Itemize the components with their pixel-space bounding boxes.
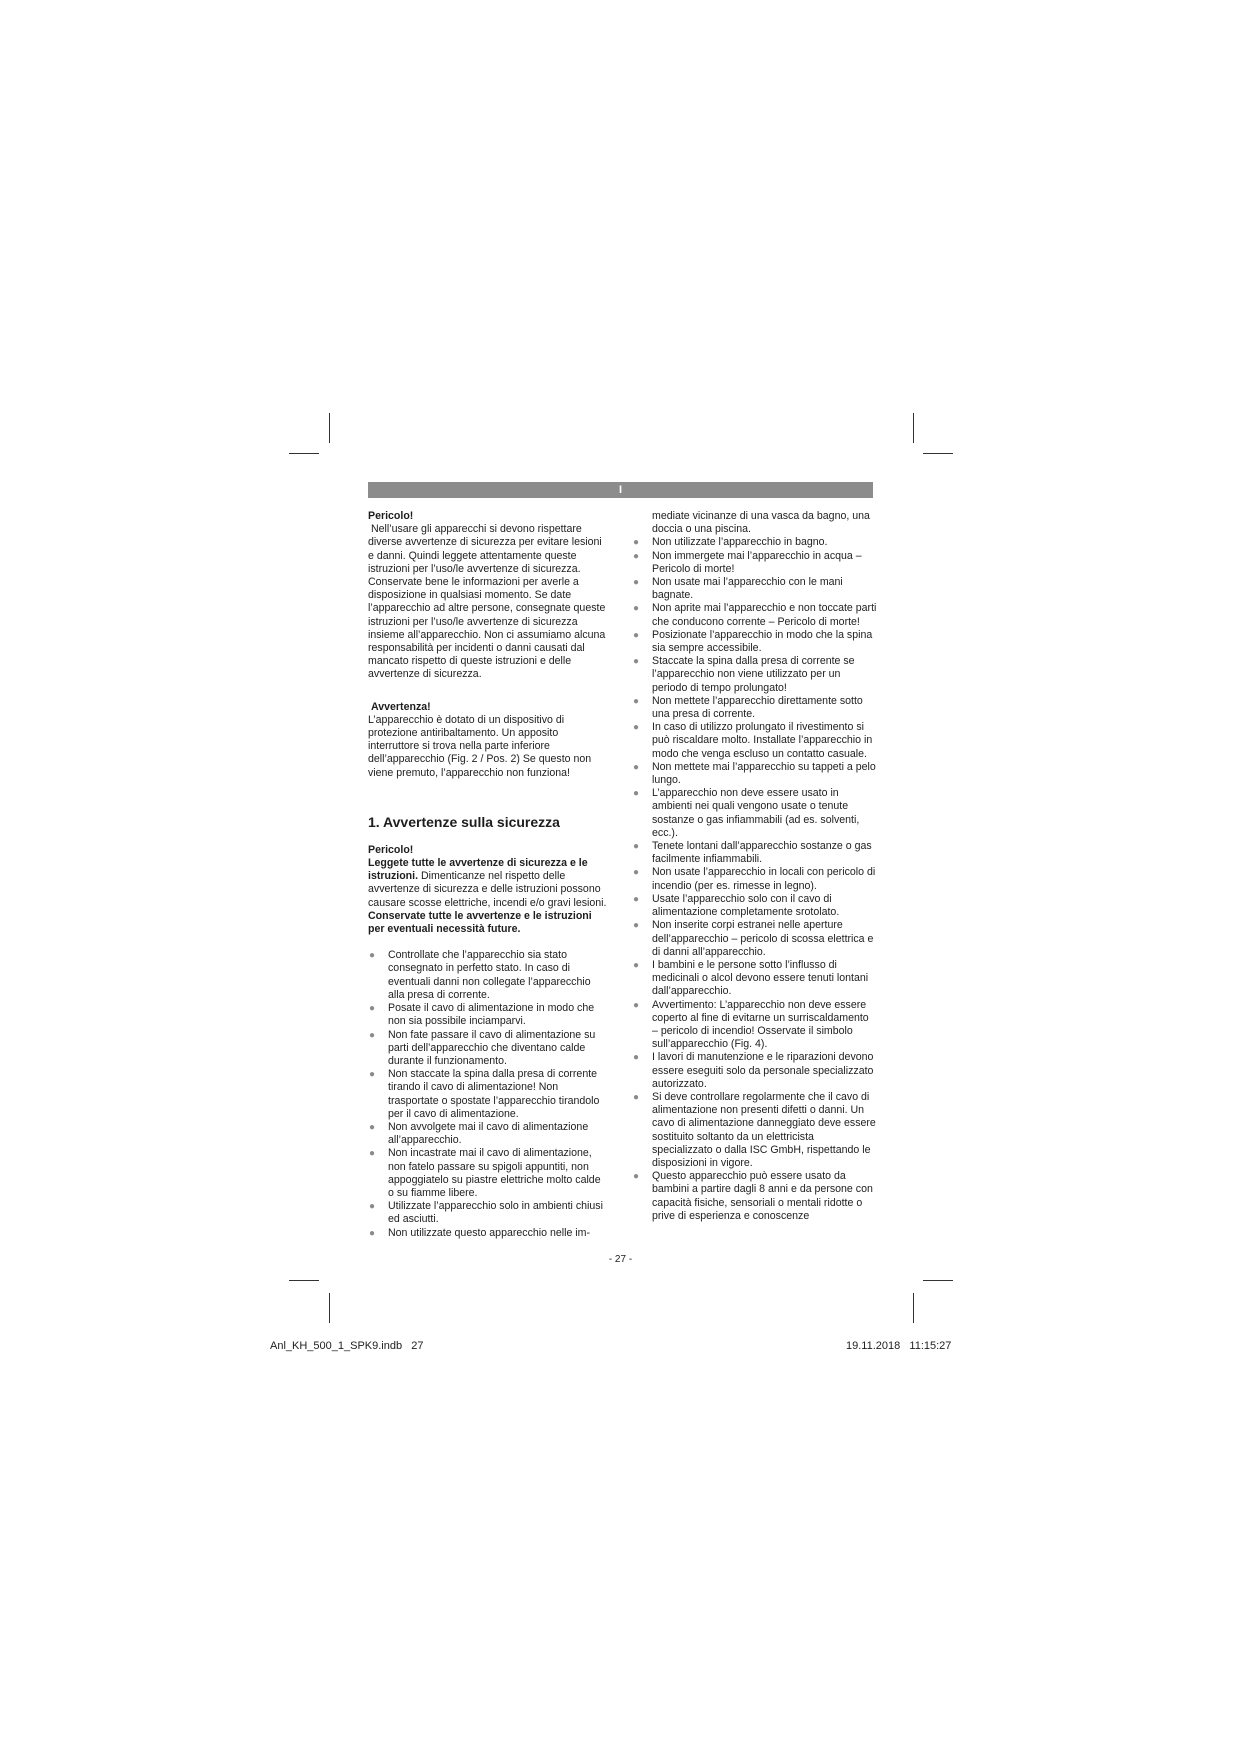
bullet-icon: ● — [369, 950, 376, 962]
bullet-icon: ● — [633, 603, 640, 615]
right-column — [632, 510, 877, 1223]
bullet-icon: ● — [633, 893, 640, 905]
list-item: ● Staccate la spina dalla presa di corrente se l’apparecchio non viene utilizzato per un periodo di tempo prolungato! — [633, 655, 855, 694]
danger-heading: Pericolo! — [368, 510, 414, 522]
bullet-icon: ● — [633, 867, 640, 879]
bullet-icon: ● — [369, 1003, 376, 1015]
bullet-icon: ● — [633, 841, 640, 853]
crop-mark — [913, 413, 914, 443]
safety-list-right — [632, 536, 877, 1223]
list-item: ● I bambini e le persone sotto l’influsso di medicinali o alcol devono essere tenuti lontani dall’apparecchio. — [633, 958, 869, 998]
list-item: ● Questo apparecchio può essere usato da bambini a partire dagli 8 anni e da persone con capacità fisiche, sensoriali o mentali ridotte o prive di esperienza e conoscenze — [633, 1170, 873, 1222]
bullet-icon: ● — [633, 788, 640, 800]
list-item: ● L’apparecchio non deve essere usato in ambienti nei quali vengono usate o tenute sostanze o gas infiammabili (ad es. solventi, ecc.). — [633, 787, 860, 839]
list-item: ● Controllate che l’apparecchio sia stato consegnato in perfetto stato. In caso di eventuali danni non collegate l’apparecchio alla presa di corrente. — [369, 949, 591, 1001]
bullet-icon: ● — [633, 1171, 640, 1183]
crop-mark — [923, 1280, 953, 1281]
list-item: ● Si deve controllare regolarmente che il cavo di alimentazione non presenti difetti o danni. Un cavo di alimentazione danneggiato deve essere sostituito soltanto da un elettricista specializzato o dalla ISC GmbH, rispettando le disposizioni in vigore. — [633, 1090, 876, 1169]
danger-text: Nell’usare gli apparecchi si devono rispettare diverse avvertenze di sicurezza per evitare lesioni e danni. Quindi leggete attentamente queste istruzioni per l’uso/le avvertenze di sicurezza. Conservate bene le informazioni per averle a disposizione in qualsiasi momento. Se date l’apparecchio ad altre persone, consegnate queste istruzioni per l’uso/le avvertenze di sicurezza insieme all’apparecchio. Non ci assumiamo alcuna responsabilità per incidenti o danni causati dal mancato rispetto di queste istruzioni e delle avvertenze di sicurezza. — [368, 523, 606, 681]
crop-mark — [329, 413, 330, 443]
crop-mark — [913, 1293, 914, 1323]
list-item: ● Non usate mai l’apparecchio con le mani bagnate. — [633, 576, 843, 602]
danger2-heading: Pericolo! — [368, 843, 414, 856]
list-item: ● Non avvolgete mai il cavo di alimentazione all’apparecchio. — [369, 1120, 589, 1147]
bullet-icon: ● — [369, 1029, 376, 1041]
list-item: ● Usate l’apparecchio solo con il cavo di alimentazione completamente srotolato. — [633, 892, 840, 919]
bullet-icon: ● — [369, 1227, 376, 1239]
list-item: ● Tenete lontani dall’apparecchio sostanze o gas facilmente infiammabili. — [633, 840, 872, 866]
bullet-icon: ● — [369, 1069, 376, 1081]
footer-file-name: Anl_KH_500_1_SPK9.indb 27 — [270, 1340, 424, 1352]
list-item: ● Posizionate l’apparecchio in modo che la spina sia sempre accessibile. — [633, 628, 873, 655]
section-header-bar — [368, 482, 873, 498]
bullet-icon: ● — [369, 1121, 376, 1133]
bullet-icon: ● — [369, 1148, 376, 1160]
bullet-icon: ● — [633, 761, 640, 773]
crop-mark — [289, 1280, 319, 1281]
section-marker: I — [618, 484, 623, 496]
section-title: 1. Avvertenze sulla sicurezza — [368, 813, 560, 830]
list-item: ● Non immergete mai l’apparecchio in acqua – Pericolo di morte! — [633, 549, 862, 575]
bullet-icon: ● — [633, 722, 640, 734]
list-item: ● Non mettete l’apparecchio direttamente sotto una presa di corrente. — [633, 694, 863, 721]
bullet-icon: ● — [633, 1052, 640, 1064]
list-item: ● Non usate l’apparecchio in locali con pericolo di incendio (per es. rimesse in legno). — [633, 866, 876, 892]
warning-heading: Avvertenza! — [371, 700, 431, 713]
list-item: ● Avvertimento: L’apparecchio non deve essere coperto al fine di evitarne un surriscaldamento – pericolo di incendio! Osservate il simbolo sull’apparecchio (Fig. 4). — [633, 998, 869, 1051]
bullet-icon: ● — [633, 577, 640, 589]
list-item: ● Utilizzate l’apparecchio solo in ambienti chiusi ed asciutti. — [369, 1200, 603, 1226]
list-item: ● Non utilizzate questo apparecchio nelle im- — [369, 1226, 590, 1239]
page-number: - 27 - — [608, 1254, 633, 1265]
bullet-icon: ● — [369, 1201, 376, 1213]
list-item: ● Posate il cavo di alimentazione in modo che non sia possibile inciamparvi. — [369, 1002, 595, 1028]
list-item: ● Non staccate la spina dalla presa di corrente tirando il cavo di alimentazione! Non trasportate o spostate l’apparecchio tirandolo per il cavo di alimentazione. — [369, 1068, 600, 1120]
list-item: ● Non utilizzate l’apparecchio in bagno. — [633, 536, 828, 549]
bullet-icon: ● — [633, 695, 640, 707]
footer-timestamp: 19.11.2018 11:15:27 — [846, 1340, 952, 1352]
bullet-icon: ● — [633, 1091, 640, 1103]
list-item: ● I lavori di manutenzione e le riparazioni devono essere eseguiti solo da personale specializzato autorizzato. — [633, 1051, 874, 1090]
bullet-icon: ● — [633, 656, 640, 668]
list-item: ● Non incastrate mai il cavo di alimentazione, non fatelo passare su spigoli appuntiti, non appoggiatelo su piastre elettriche molto calde o su fiamme libere. — [369, 1147, 601, 1199]
safety-list-left — [368, 949, 608, 1239]
bullet-icon: ● — [633, 959, 640, 971]
warning-text: L’apparecchio è dotato di un dispositivo di protezione antiribaltamento. Un apposito interruttore si trova nella parte inferiore dell’apparecchio (Fig. 2 / Pos. 2) Se questo non viene premuto, l’apparecchio non funziona! — [368, 713, 592, 779]
read-all-paragraph — [368, 857, 608, 910]
bullet-icon: ● — [633, 999, 640, 1011]
list-item: ● In caso di utilizzo prolungato il rivestimento si può riscaldare molto. Installate l’apparecchio in modo che venga escluso un contatto casuale. — [633, 721, 873, 760]
list-item: ● Non mettete mai l’apparecchio su tappeti a pelo lungo. — [633, 760, 876, 787]
crop-mark — [289, 453, 319, 454]
read-all-bold: Leggete tutte le avvertenze di sicurezza e le istruzioni. — [368, 857, 588, 883]
bullet-icon: ● — [633, 629, 640, 641]
list-item: ● Non fate passare il cavo di alimentazione su parti dell’apparecchio che diventano calde durante il funzionamento. — [369, 1028, 596, 1067]
left-column — [368, 510, 608, 1240]
bullet-icon: ● — [633, 550, 640, 562]
continuation-text: mediate vicinanze di una vasca da bagno, una doccia o una piscina. — [652, 510, 870, 536]
list-item: ● Non aprite mai l’apparecchio e non toccate parti che conducono corrente – Pericolo di morte! — [633, 602, 877, 628]
read-all-text: Dimenticanze nel rispetto delle avvertenze di sicurezza e delle istruzioni possono causare scosse elettriche, incendi e/o gravi lesioni. — [368, 870, 607, 909]
crop-mark — [329, 1293, 330, 1323]
list-item: ● Non inserite corpi estranei nelle aperture dell’apparecchio – pericolo di scossa elettrica e di danni all’apparecchio. — [633, 919, 874, 958]
bullet-icon: ● — [633, 537, 640, 549]
crop-mark — [923, 453, 953, 454]
bullet-icon: ● — [633, 920, 640, 932]
keep-instructions: Conservate tutte le avvertenze e le istruzioni per eventuali necessità future. — [368, 909, 592, 936]
